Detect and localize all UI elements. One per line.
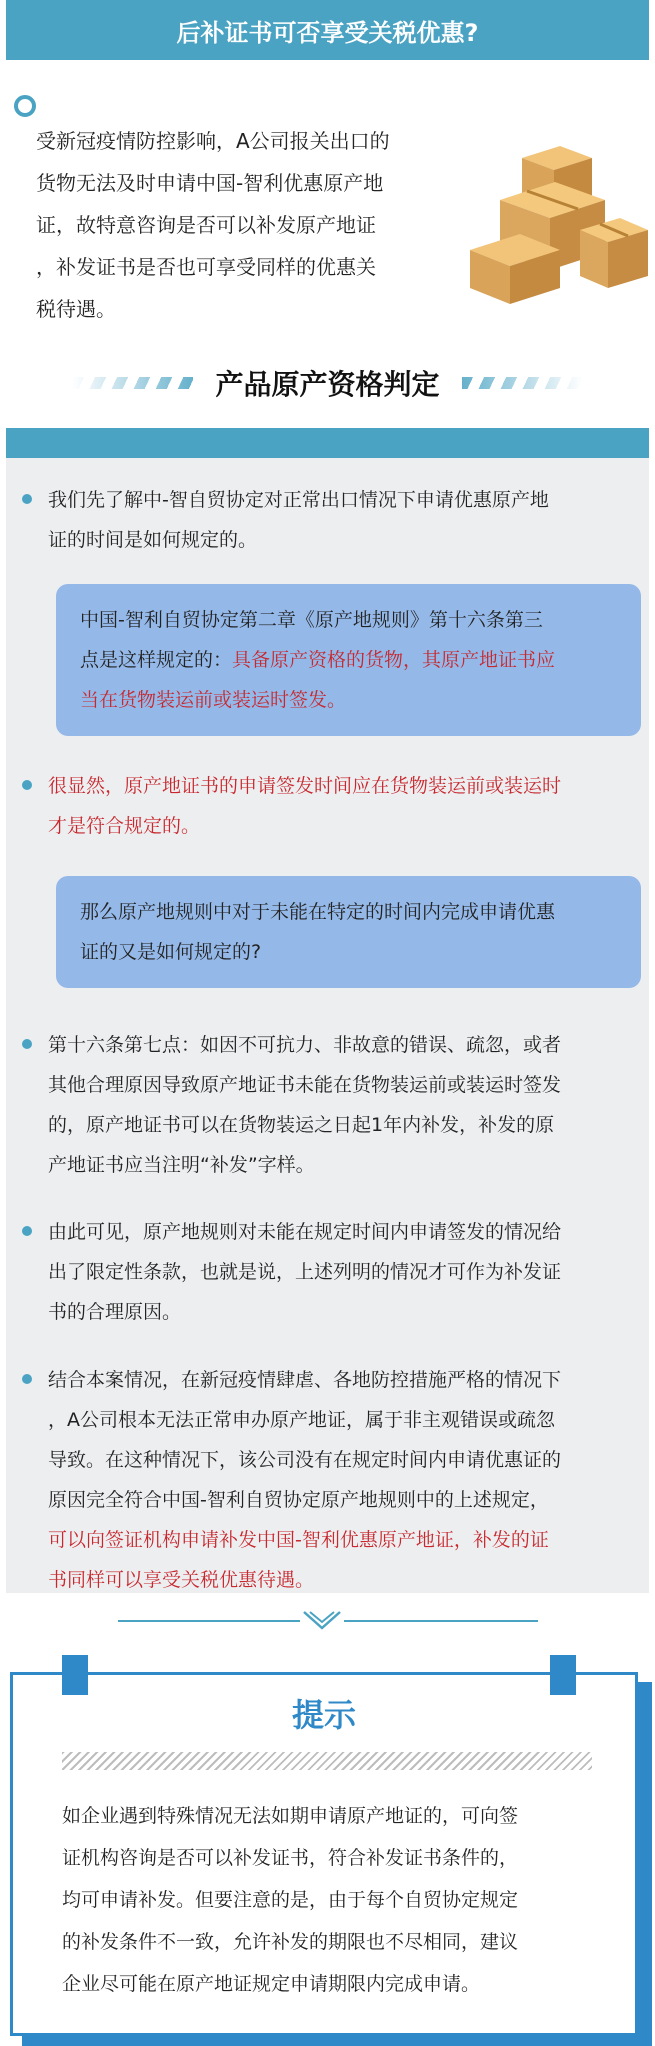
stripe-decoration bbox=[462, 377, 582, 389]
tab-decoration bbox=[550, 1655, 576, 1695]
paragraph-5 bbox=[48, 1360, 648, 1600]
text-line: 很显然，原产地证书的申请签发时间应在货物装运前或装运时 bbox=[48, 775, 562, 797]
text-line: 那么原产地规则中对于未能在特定的时间内完成申请优惠 bbox=[80, 901, 556, 923]
bullet-dot-icon bbox=[22, 1039, 32, 1049]
intro-line: 受新冠疫情防控影响，A公司报关出口的 bbox=[36, 129, 390, 153]
callout-box-1 bbox=[56, 584, 641, 736]
paragraph-1 bbox=[48, 480, 638, 560]
bullet-dot-icon bbox=[22, 494, 32, 504]
bullet-dot-icon bbox=[22, 1374, 32, 1384]
text-line: 导致。在这种情况下，该公司没有在规定时间内申请优惠证的 bbox=[48, 1449, 562, 1471]
text-line: 才是符合规定的。 bbox=[48, 815, 201, 837]
text-line: ，A公司根本无法正常申办原产地证，属于非主观错误或疏忽 bbox=[48, 1409, 555, 1431]
text-line: 产地证书应当注明“补发”字样。 bbox=[48, 1154, 315, 1176]
paragraph-4 bbox=[48, 1212, 648, 1332]
text-plain: 点是这样规定的： bbox=[80, 649, 233, 671]
intro-line: 货物无法及时申请中国-智利优惠原产地 bbox=[36, 171, 384, 195]
intro-paragraph bbox=[36, 120, 456, 330]
text-line: 我们先了解中-智自贸协定对正常出口情况下申请优惠原产地 bbox=[48, 489, 549, 511]
content-panel bbox=[6, 458, 649, 1593]
ring-icon bbox=[14, 95, 36, 117]
header-title: 后补证书可否享受关税优惠? bbox=[176, 18, 479, 47]
text-highlight: 当在货物装运前或装运时签发。 bbox=[80, 689, 347, 711]
text-highlight: 具备原产资格的货物，其原产地证书应 bbox=[232, 649, 556, 671]
cardboard-boxes-illustration bbox=[460, 138, 650, 308]
text-line: 其他合理原因导致原产地证书未能在货物装运前或装运时签发 bbox=[48, 1074, 562, 1096]
text-line: 结合本案情况，在新冠疫情肆虐、各地防控措施严格的情况下 bbox=[48, 1369, 562, 1391]
callout-box-2 bbox=[56, 876, 641, 988]
text-line: 如企业遇到特殊情况无法如期申请原产地证的，可向签 bbox=[62, 1805, 519, 1827]
bullet-dot-icon bbox=[22, 1226, 32, 1236]
text-line: 的补发条件不一致，允许补发的期限也不尽相同，建议 bbox=[62, 1931, 519, 1953]
paragraph-2 bbox=[48, 766, 638, 846]
intro-line: ，补发证书是否也可享受同样的优惠关 bbox=[36, 255, 376, 279]
intro-line: 证，故特意咨询是否可以补发原产地证 bbox=[36, 213, 376, 237]
text-line: 中国-智利自贸协定第二章《原产地规则》第十六条第三 bbox=[80, 609, 543, 631]
tip-title: 提示 bbox=[291, 1696, 356, 1734]
text-line: 出了限定性条款，也就是说，上述列明的情况才可作为补发证 bbox=[48, 1261, 562, 1283]
text-line: 证的又是如何规定的? bbox=[80, 941, 262, 963]
intro-line: 税待遇。 bbox=[36, 297, 116, 321]
stripe-decoration bbox=[62, 1752, 592, 1770]
text-line: 第十六条第七点：如因不可抗力、非故意的错误、疏忽，或者 bbox=[48, 1034, 562, 1056]
section-title: 产品原产资格判定 bbox=[215, 368, 440, 401]
text-line: 证的时间是如何规定的。 bbox=[48, 529, 258, 551]
tab-decoration bbox=[62, 1655, 88, 1695]
paragraph-3 bbox=[48, 1025, 648, 1185]
text-line bbox=[80, 640, 617, 680]
text-line: 书的合理原因。 bbox=[48, 1301, 182, 1323]
text-line: 均可申请补发。但要注意的是，由于每个自贸协定规定 bbox=[62, 1889, 519, 1911]
header-banner bbox=[6, 0, 649, 60]
bullet-dot-icon bbox=[22, 780, 32, 790]
text-highlight: 书同样可以享受关税优惠待遇。 bbox=[48, 1569, 315, 1591]
stripe-decoration bbox=[73, 377, 193, 389]
tip-paragraph bbox=[62, 1795, 602, 2005]
section-heading bbox=[0, 358, 655, 408]
text-line: 的，原产地证书可以在货物装运之日起1年内补发，补发的原 bbox=[48, 1114, 555, 1136]
text-line: 原因完全符合中国-智利自贸协定原产地规则中的上述规定， bbox=[48, 1489, 549, 1511]
panel-top-bar bbox=[6, 428, 649, 458]
text-line: 企业尽可能在原产地证规定申请期限内完成申请。 bbox=[62, 1973, 481, 1995]
text-line: 由此可见，原产地规则对未能在规定时间内申请签发的情况给 bbox=[48, 1221, 562, 1243]
text-highlight: 可以向签证机构申请补发中国-智利优惠原产地证，补发的证 bbox=[48, 1529, 549, 1551]
text-line: 证机构咨询是否可以补发证书，符合补发证书条件的， bbox=[62, 1847, 519, 1869]
chevron-down-icon bbox=[300, 1606, 344, 1636]
